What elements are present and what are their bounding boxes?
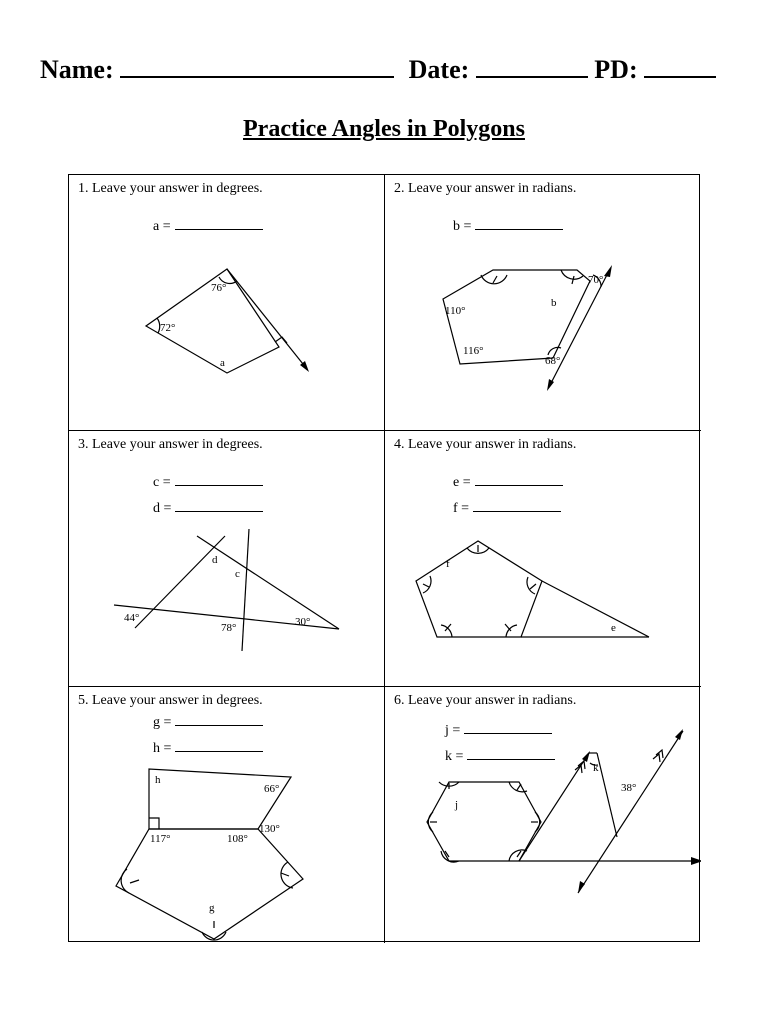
label-108: 108° [227, 833, 248, 845]
problem-1-figure [69, 175, 385, 431]
problem-4 [385, 431, 701, 687]
problem-2 [385, 175, 701, 431]
problem-4-figure [385, 431, 701, 687]
label-66: 66° [264, 783, 280, 795]
label-h: h [155, 774, 161, 786]
problem-1-prompt: 1. Leave your answer in degrees. [78, 181, 263, 196]
label-e: e [611, 622, 616, 634]
problem-2-figure [385, 175, 701, 431]
pd-label: PD: [594, 55, 638, 84]
answer-a-label: a = [153, 219, 171, 234]
label-d: d [212, 554, 218, 566]
answer-g-label: g = [153, 715, 172, 730]
label-68: 68° [545, 355, 561, 367]
pentagon [116, 829, 303, 939]
label-116: 116° [463, 345, 484, 357]
label-78: 78° [221, 622, 237, 634]
label-b: b [551, 297, 557, 309]
parallel-line-1 [519, 753, 589, 861]
problem-grid [68, 174, 700, 942]
answer-h-label: h = [153, 741, 172, 756]
problem-3-figure [69, 431, 385, 687]
vertical-line [242, 529, 249, 651]
problem-1 [69, 175, 385, 431]
problem-6 [385, 687, 701, 943]
label-g: g [209, 902, 215, 914]
label-j: j [455, 799, 459, 811]
pentagon [416, 541, 542, 637]
parallel-line-2 [578, 731, 683, 893]
answer-e-label: e = [453, 475, 471, 490]
label-30: 30° [295, 616, 311, 628]
date-label: Date: [408, 55, 470, 84]
hexagon [427, 782, 541, 861]
extended-side [227, 269, 307, 369]
label-38: 38° [621, 782, 637, 794]
name-blank[interactable] [120, 54, 394, 78]
problem-4-prompt: 4. Leave your answer in radians. [394, 437, 577, 452]
problem-6-prompt: 6. Leave your answer in radians. [394, 693, 577, 708]
label-130: 130° [259, 823, 280, 835]
right-line [197, 536, 339, 629]
label-117: 117° [150, 833, 171, 845]
answer-j-label: j = [445, 723, 461, 738]
answer-f-label: f = [453, 501, 470, 516]
page-title: Practice Angles in Polygons [243, 116, 525, 142]
triangle-side [597, 753, 617, 837]
label-k: k [593, 762, 599, 774]
problem-3 [69, 431, 385, 687]
label-c: c [235, 568, 240, 580]
answer-b-label: b = [453, 219, 472, 234]
right-angle-mark [149, 818, 159, 829]
problem-5 [69, 687, 385, 943]
label-70: 70° [588, 274, 604, 286]
label-44: 44° [124, 612, 140, 624]
problem-5-figure [69, 687, 385, 943]
label-110: 110° [445, 305, 466, 317]
left-line [135, 536, 225, 628]
worksheet-header [40, 54, 716, 85]
quadrilateral [149, 769, 291, 829]
label-76: 76° [211, 282, 227, 294]
label-72: 72° [160, 322, 176, 334]
problem-6-figure [385, 687, 701, 943]
pd-blank[interactable] [644, 54, 716, 78]
problem-2-prompt: 2. Leave your answer in radians. [394, 181, 577, 196]
problem-5-prompt: 5. Leave your answer in degrees. [78, 693, 263, 708]
label-f: f [446, 558, 450, 570]
date-blank[interactable] [476, 54, 588, 78]
problem-3-prompt: 3. Leave your answer in degrees. [78, 437, 263, 452]
answer-c-label: c = [153, 475, 171, 490]
label-a: a [220, 357, 225, 369]
name-label: Name: [40, 55, 114, 84]
triangle-side [542, 581, 649, 637]
answer-d-label: d = [153, 501, 172, 516]
answer-k-label: k = [445, 749, 464, 764]
